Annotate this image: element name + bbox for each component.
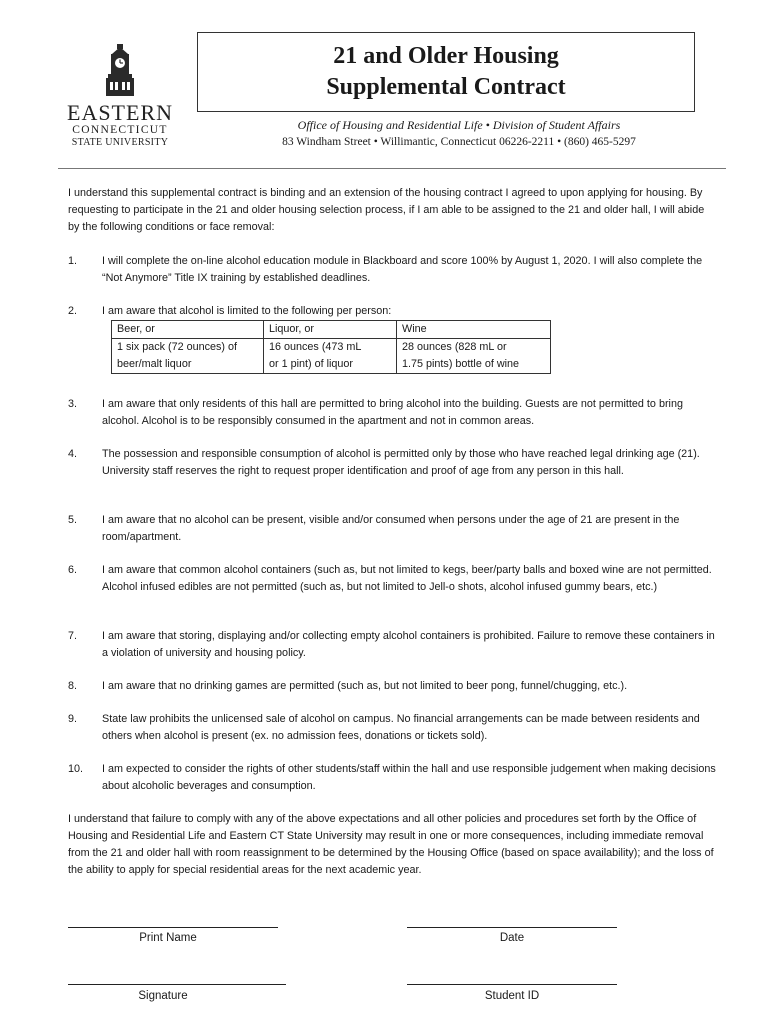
condition-item [68,253,718,287]
table-header-cell: Liquor, or [264,321,397,339]
logo-eastern: EASTERN [67,100,173,125]
condition-text: I am aware that storing, displaying and/or collecting empty alcohol containers is prohibited. Failure to remove these containers in a violation of university and housing policy. [102,630,715,659]
table-header-cell: Beer, or [112,321,264,339]
condition-item [68,711,718,745]
table-cell [397,339,551,374]
condition-number: 1. [68,255,78,267]
cell-line: 1 six pack (72 ounces) of [117,341,238,353]
condition-number: 5. [68,514,78,526]
clock-tower-icon [98,44,142,96]
cell-line: 28 ounces (828 mL or [402,341,507,353]
title-line-1: 21 and Older Housing [333,43,559,69]
cell-line: beer/malt liquor [117,358,192,370]
condition-number: 2. [68,305,78,317]
condition-text: I will complete the on-line alcohol education module in Blackboard and score 100% by August 1, 2020. I will also complete the “Not Anymore” Title IX training by established deadlines. [102,255,703,284]
cell-line: 1.75 pints) bottle of wine [402,358,520,370]
closing-paragraph: I understand that failure to comply with any of the above expectations and all other policies and procedures set forth by the Office of Housing and Residential Life and Eastern CT State University may result in one or more consequences, including immediate removal from the 21 and older hall with room reassignment to be determined by the Housing Office (based on space availability); and the loss of the ability to apply for special residential areas for the next academic year. [68,813,714,876]
condition-number: 3. [68,398,78,410]
condition-text: I am aware that only residents of this hall are permitted to bring alcohol into the building. Guests are not permitted to bring alcohol. Alcohol is to be responsibly consumed in the apartment and not in common areas. [102,398,683,427]
date-line[interactable] [407,927,617,928]
condition-item [68,303,718,320]
office-address: 83 Windham Street • Willimantic, Connecticut 06226-2211 • (860) 465-5297 [282,136,636,148]
condition-text: I am aware that common alcohol containers (such as, but not limited to kegs, beer/party balls and boxed wine are not permitted. Alcohol infused edibles are not permitted (such as, but not limited to Jell-o shots, alcohol infused gummy bears, etc.) [102,564,712,593]
condition-number: 4. [68,448,78,460]
condition-number: 6. [68,564,78,576]
condition-text: I am aware that no alcohol can be present, visible and/or consumed when persons under the age of 21 are present in the room/apartment. [102,514,680,543]
condition-number: 9. [68,713,78,725]
print-name-label: Print Name [139,932,197,944]
condition-text: I am expected to consider the rights of other students/staff within the hall and use responsible judgement when making decisions about alcoholic beverages and consumption. [102,763,716,792]
date-label: Date [499,932,525,944]
logo-connecticut: CONNECTICUT [72,124,168,136]
condition-text: The possession and responsible consumption of alcohol is permitted only by those who have reached legal drinking age (21). University staff reserves the right to request proper identification and proof of age from any person in this hall. [102,448,700,477]
intro-paragraph: I understand this supplemental contract is binding and an extension of the housing contract I agreed to upon applying for housing. By requesting to participate in the 21 and older housing selection process, if I am able to be assigned to the 21 and older hall, I will abide by the following conditions or face removal: [68,187,705,233]
document-title [197,32,695,112]
table-cell [112,339,264,374]
table-row [112,339,551,374]
condition-item [68,512,718,546]
condition-number: 8. [68,680,78,692]
condition-item [68,562,718,596]
table-cell [264,339,397,374]
student-id-label: Student ID [484,990,540,1002]
condition-item [68,446,718,480]
print-name-line[interactable] [68,927,278,928]
condition-text: I am aware that alcohol is limited to the following per person: [102,305,392,317]
condition-item [68,678,718,695]
table-row [112,321,551,339]
signature-label: Signature [138,990,188,1002]
header-divider [58,168,726,169]
title-line-2: Supplemental Contract [326,74,566,100]
cell-line: or 1 pint) of liquor [269,358,354,370]
condition-number: 10. [68,763,84,775]
student-id-line[interactable] [407,984,617,985]
condition-number: 7. [68,630,78,642]
cell-line: 16 ounces (473 mL [269,341,362,353]
condition-item [68,761,718,795]
condition-text: State law prohibits the unlicensed sale of alcohol on campus. No financial arrangements can be made between residents and others when alcohol is present (ex. no admission fees, donations or tickets sold). [102,713,700,742]
logo-state-university: STATE UNIVERSITY [71,137,169,148]
university-logo [62,44,178,149]
office-name: Office of Housing and Residential Life • Division of Student Affairs [297,118,621,132]
condition-item [68,396,718,430]
condition-item [68,628,718,662]
alcohol-limits-table [111,320,551,374]
table-header-cell: Wine [397,321,551,339]
signature-line[interactable] [68,984,286,985]
condition-text: I am aware that no drinking games are permitted (such as, but not limited to beer pong, funnel/chugging, etc.). [102,680,628,692]
